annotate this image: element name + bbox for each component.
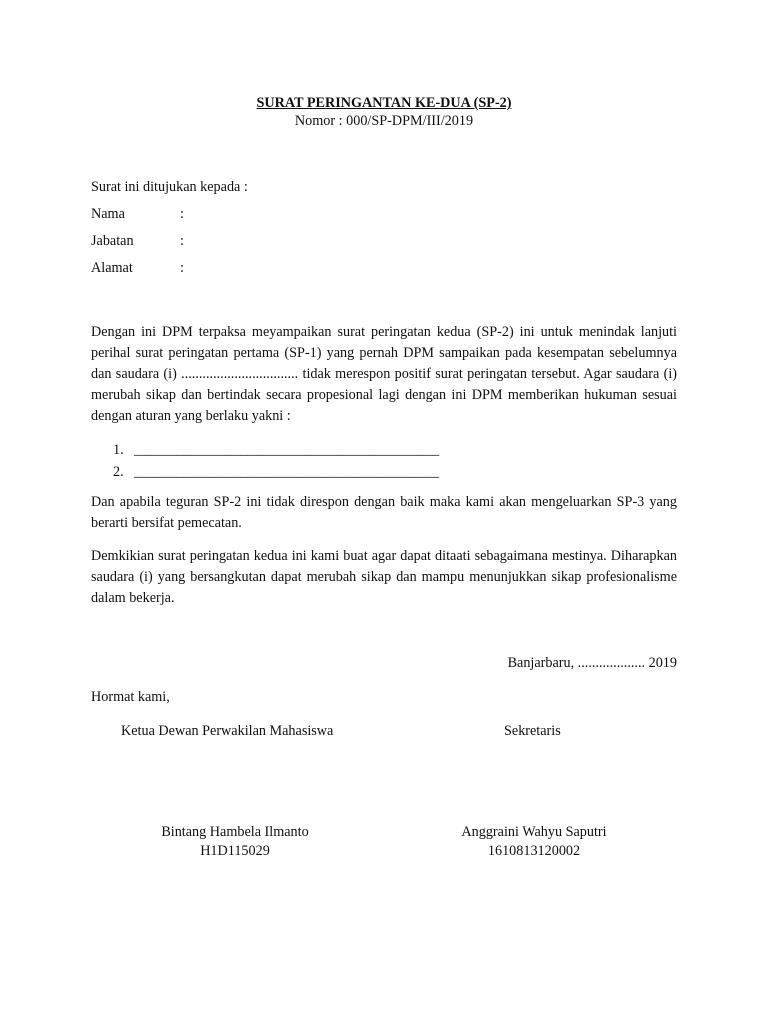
list-number: 2. bbox=[113, 464, 124, 480]
field-value: : bbox=[180, 233, 184, 249]
field-value: : bbox=[180, 206, 184, 222]
field-label: Alamat bbox=[91, 260, 133, 276]
recipient-intro: Surat ini ditujukan kepada : bbox=[91, 179, 248, 195]
list-number: 1. bbox=[113, 442, 124, 458]
left-signatory-role: Ketua Dewan Perwakilan Mahasiswa bbox=[121, 723, 334, 739]
right-signatory bbox=[434, 823, 634, 861]
field-value: : bbox=[180, 260, 184, 276]
closing-greeting: Hormat kami, bbox=[91, 689, 170, 705]
field-jabatan bbox=[91, 233, 291, 251]
paragraph-warning: Dan apabila teguran SP-2 ini tidak direspon dengan baik maka kami akan mengeluarkan SP-3 yang berarti bersifat pemecatan. bbox=[91, 494, 677, 531]
left-signatory-name: Bintang Hambela Ilmanto bbox=[161, 824, 309, 840]
sanction-list bbox=[113, 439, 439, 483]
letter-title: SURAT PERINGANTAN KE-DUA (SP-2) bbox=[256, 95, 512, 111]
paragraph-closing: Demkikian surat peringatan kedua ini kami buat agar dapat ditaati sebagaimana mestinya. Diharapkan saudara (i) yang bersangkutan dapat merubah sikap dan mampu menunjukkan sikap profesionalisme dalam bekerja. bbox=[91, 548, 677, 606]
field-nama bbox=[91, 206, 291, 224]
letter-header bbox=[0, 94, 768, 130]
right-signatory-name: Anggraini Wahyu Saputri bbox=[461, 824, 607, 840]
field-label: Jabatan bbox=[91, 233, 134, 249]
letter-number: Nomor : 000/SP-DPM/III/2019 bbox=[294, 113, 474, 129]
field-label: Nama bbox=[91, 206, 125, 222]
list-blank: ___________________________________________ bbox=[134, 464, 440, 480]
place-date: Banjarbaru, ................... 2019 bbox=[507, 655, 677, 671]
field-alamat bbox=[91, 260, 291, 278]
left-signatory-id: H1D115029 bbox=[200, 843, 270, 859]
list-blank: ___________________________________________ bbox=[134, 442, 440, 458]
right-signatory-id: 1610813120002 bbox=[487, 843, 581, 859]
left-signatory bbox=[130, 823, 340, 861]
paragraph-sanction: Dengan ini DPM terpaksa meyampaikan surat peringatan kedua (SP-2) ini untuk menindak lanjuti perihal surat peringatan pertama (SP-1) yang pernah DPM sampaikan pada kesempatan sebelumnya dan saudara (i) ................................. tidak merespon positif surat peringatan tersebut. Agar saudara (i) merubah sikap dan bertindak secara propesional lagi dengan ini DPM memberikan hukuman sesuai dengan aturan yang berlaku yakni : bbox=[91, 324, 677, 424]
right-signatory-role: Sekretaris bbox=[504, 723, 561, 739]
list-item bbox=[113, 439, 439, 461]
list-item bbox=[113, 461, 439, 483]
